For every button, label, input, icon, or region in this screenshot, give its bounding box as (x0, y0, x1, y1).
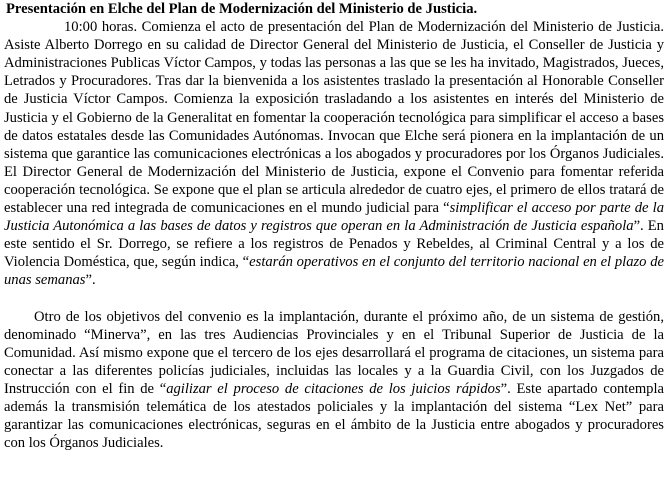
paragraph-2-quote: agilizar el proceso de citaciones de los juicios rápidos (166, 380, 501, 397)
paragraph-1-quote-b: estarán operativos en el conjunto del territorio nacional en el plazo de unas semanas (4, 254, 664, 289)
paragraph-1-text-b: ”. En este sentido el Sr. Dorrego, se refiere a los registros de Penados y Rebeldes, al Criminal Central y a los de Violencia Doméstica, que, según indica, “ (4, 218, 664, 271)
document-title: Presentación en Elche del Plan de Modernización del Ministerio de Justicia. (6, 1, 478, 17)
paragraph-2 (4, 308, 664, 453)
paragraph-1-text-a: 10:00 horas. Comienza el acto de presentación del Plan de Modernización del Ministerio de Justicia. Asiste Alberto Dorrego en su calidad de Director General del Ministerio de Justicia, el Conseller de Justicia y Administraciones Publicas Víctor Campos, y todas las personas a las que se les ha invitado, Magistrados, Jueces, Letrados y Procuradores. Tras dar la bienvenida a los asistentes traslado la presentación al Honorable Conseller de Justicia Víctor Campos. Comienza la exposición trasladando a los asistentes en interés del Ministerio de Justicia y el Gobierno de la Generalitat en fomentar la cooperación tecnológica para simplificar el acceso a bases de datos estatales desde las Comunidades Autónomas. Invocan que Elche será pionera en la implantación de un sistema que garantice las comunicaciones electrónicas a los abogados y procuradores por los Órganos Judiciales. El Director General de Modernización del Ministerio de Justicia, expone el Convenio para fomentar referida cooperación tecnológica. Se expone que el plan se articula alrededor de cuatro ejes, el primero de ellos tratará de establecer una red integrada de comunicaciones en el mundo judicial para “ (4, 19, 664, 217)
paragraph-1 (4, 18, 664, 289)
paragraph-2-text-a: Otro de los objetivos del convenio es la implantación, durante el próximo año, de un sistema de gestión, denominado “Minerva”, en las tres Audiencias Provinciales y en el Tribunal Superior de Justicia de la Comunidad. Así mismo expone que el tercero de los ejes desarrollará el programa de citaciones, un sistema para conectar a las diferentes policías judiciales, incluidas las locales y a la Guardia Civil, con los Juzgados de Instrucción con el fin de “ (4, 308, 664, 397)
paragraph-1-text-c: ”. (85, 272, 96, 289)
document-body (4, 0, 664, 452)
paragraph-2-text-b: ”. Este apartado contempla además la transmisión telemática de los atestados policiales y la implantación del sistema “Lex Net” para garantizar las comunicaciones electrónicas, seguras en el ámbito de la Justicia entre abogados y procuradores con los Órganos Judiciales. (4, 380, 664, 452)
paragraph-1-quote-a: simplificar el acceso por parte de la Justicia Autonómica a las bases de datos y registros que operan en la Administración de Justicia española (4, 200, 664, 235)
